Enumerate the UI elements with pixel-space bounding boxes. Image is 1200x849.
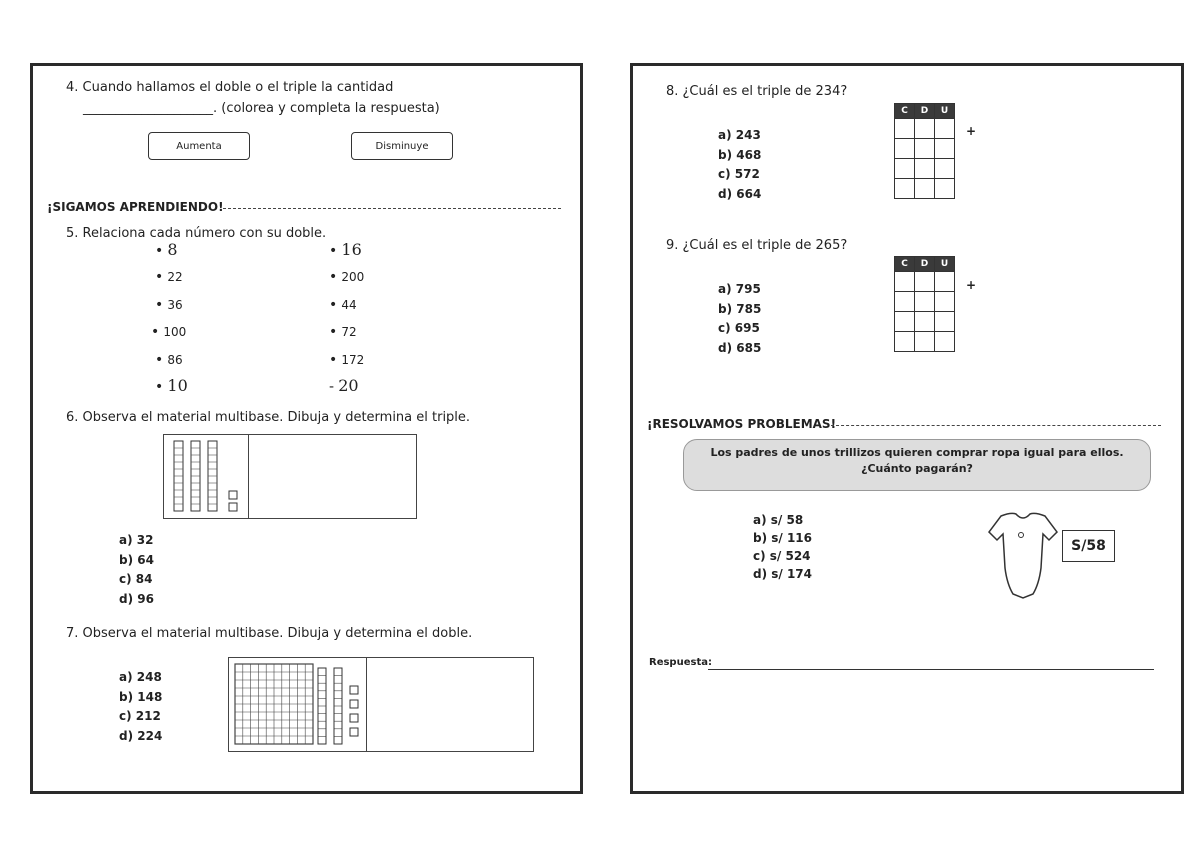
left-worksheet-page [30,63,583,794]
q8-option-c[interactable]: c) 572 [718,167,760,181]
cell[interactable] [935,119,955,139]
cell[interactable] [895,139,915,159]
q9-option-d[interactable]: d) 685 [718,340,762,355]
q5-left-number[interactable]: • 22 [155,269,183,285]
problem-option-b[interactable]: b) s/ 116 [753,531,813,545]
q8-option-d[interactable]: d) 664 [718,186,762,201]
cell[interactable] [915,292,935,312]
q9-header-c: C [895,257,915,272]
q8-option-a[interactable]: a) 243 [718,128,761,142]
q7-options [119,668,162,746]
decrease-option-button[interactable]: Disminuye [351,132,453,160]
q5-left-number[interactable]: • 10 [155,376,188,395]
cell[interactable] [915,272,935,292]
q9-options [718,280,761,358]
q5-right-number[interactable]: • 200 [329,269,365,285]
cell[interactable] [895,312,915,332]
q9-option-c[interactable]: c) 695 [718,321,760,335]
section-divider [223,208,561,209]
q9-header-u: U [935,257,955,272]
q8-option-b[interactable]: b) 468 [718,147,762,162]
cell[interactable] [895,159,915,179]
q7-drawing-box[interactable] [228,657,534,752]
answer-label: Respuesta: [649,657,712,668]
q6-option-a[interactable]: a) 32 [119,533,154,547]
q8-cdu-table[interactable] [894,103,955,199]
q6-option-d[interactable]: d) 96 [119,591,154,606]
problem-options [753,511,812,583]
q6-option-c[interactable]: c) 84 [119,572,153,586]
q9-option-b[interactable]: b) 785 [718,301,762,316]
price-tag: S/58 [1062,530,1115,562]
cell[interactable] [935,312,955,332]
cell[interactable] [935,179,955,199]
cell[interactable] [915,159,935,179]
q9-header-d: D [915,257,935,272]
section-title-seguimos: ¡SIGAMOS APRENDIENDO! [47,200,224,214]
q4-text-line2: ____________________. (colorea y completa la respuesta) [83,101,440,116]
cell[interactable] [895,332,915,352]
q6-option-b[interactable]: b) 64 [119,552,154,567]
cell[interactable] [935,139,955,159]
q8-header-d: D [915,104,935,119]
baby-onesie-icon [983,508,1063,603]
cell[interactable] [915,312,935,332]
cell[interactable] [935,292,955,312]
q7-base-ten-blocks-icon [231,660,367,750]
cell[interactable] [935,272,955,292]
right-worksheet-page [630,63,1184,794]
q6-drawing-box[interactable] [163,434,417,519]
q8-text: 8. ¿Cuál es el triple de 234? [666,84,848,99]
section-title-resolvamos: ¡RESOLVAMOS PROBLEMAS! [647,417,837,431]
q6-text: 6. Observa el material multibase. Dibuja y determina el triple. [66,410,471,425]
q8-header-u: U [935,104,955,119]
cell[interactable] [915,139,935,159]
cell[interactable] [915,179,935,199]
q5-left-number[interactable]: • 86 [155,352,183,368]
q7-option-b[interactable]: b) 148 [119,689,163,704]
q7-option-d[interactable]: d) 224 [119,728,163,743]
q9-text: 9. ¿Cuál es el triple de 265? [666,238,848,253]
cell[interactable] [915,119,935,139]
problem-option-d[interactable]: d) s/ 174 [753,567,813,581]
q5-right-number[interactable]: - 20 [329,376,359,395]
q9-plus-sign: + [966,278,977,292]
cell[interactable] [895,292,915,312]
increase-option-button[interactable]: Aumenta [148,132,250,160]
q5-left-number[interactable]: • 8 [155,240,178,259]
cell[interactable] [935,332,955,352]
q7-option-c[interactable]: c) 212 [119,709,161,723]
q5-left-number[interactable]: • 100 [151,324,187,340]
q4-text-line1: 4. Cuando hallamos el doble o el triple la cantidad [66,80,394,95]
q8-header-c: C [895,104,915,119]
cell[interactable] [935,159,955,179]
section-divider [831,425,1161,426]
q8-options [718,126,761,204]
q7-option-a[interactable]: a) 248 [119,670,162,684]
cell[interactable] [915,332,935,352]
q5-text: 5. Relaciona cada número con su doble. [66,226,327,241]
problem-option-a[interactable]: a) s/ 58 [753,513,804,527]
q6-options [119,531,154,609]
q5-right-number[interactable]: • 16 [329,240,362,259]
q9-cdu-table[interactable] [894,256,955,352]
q5-right-number[interactable]: • 72 [329,324,357,340]
q8-plus-sign: + [966,124,977,138]
q5-right-number[interactable]: • 44 [329,297,357,313]
cell[interactable] [895,272,915,292]
problem-banner: Los padres de unos trillizos quieren comprar ropa igual para ellos. ¿Cuánto pagarán? [683,439,1151,491]
q7-text: 7. Observa el material multibase. Dibuja y determina el doble. [66,626,473,641]
cell[interactable] [895,119,915,139]
q5-left-number[interactable]: • 36 [155,297,183,313]
q6-base-ten-blocks-icon [169,437,249,517]
q9-option-a[interactable]: a) 795 [718,282,761,296]
q5-right-number[interactable]: • 172 [329,352,365,368]
problem-option-c[interactable]: c) s/ 524 [753,549,811,563]
answer-line[interactable] [708,669,1154,670]
cell[interactable] [895,179,915,199]
